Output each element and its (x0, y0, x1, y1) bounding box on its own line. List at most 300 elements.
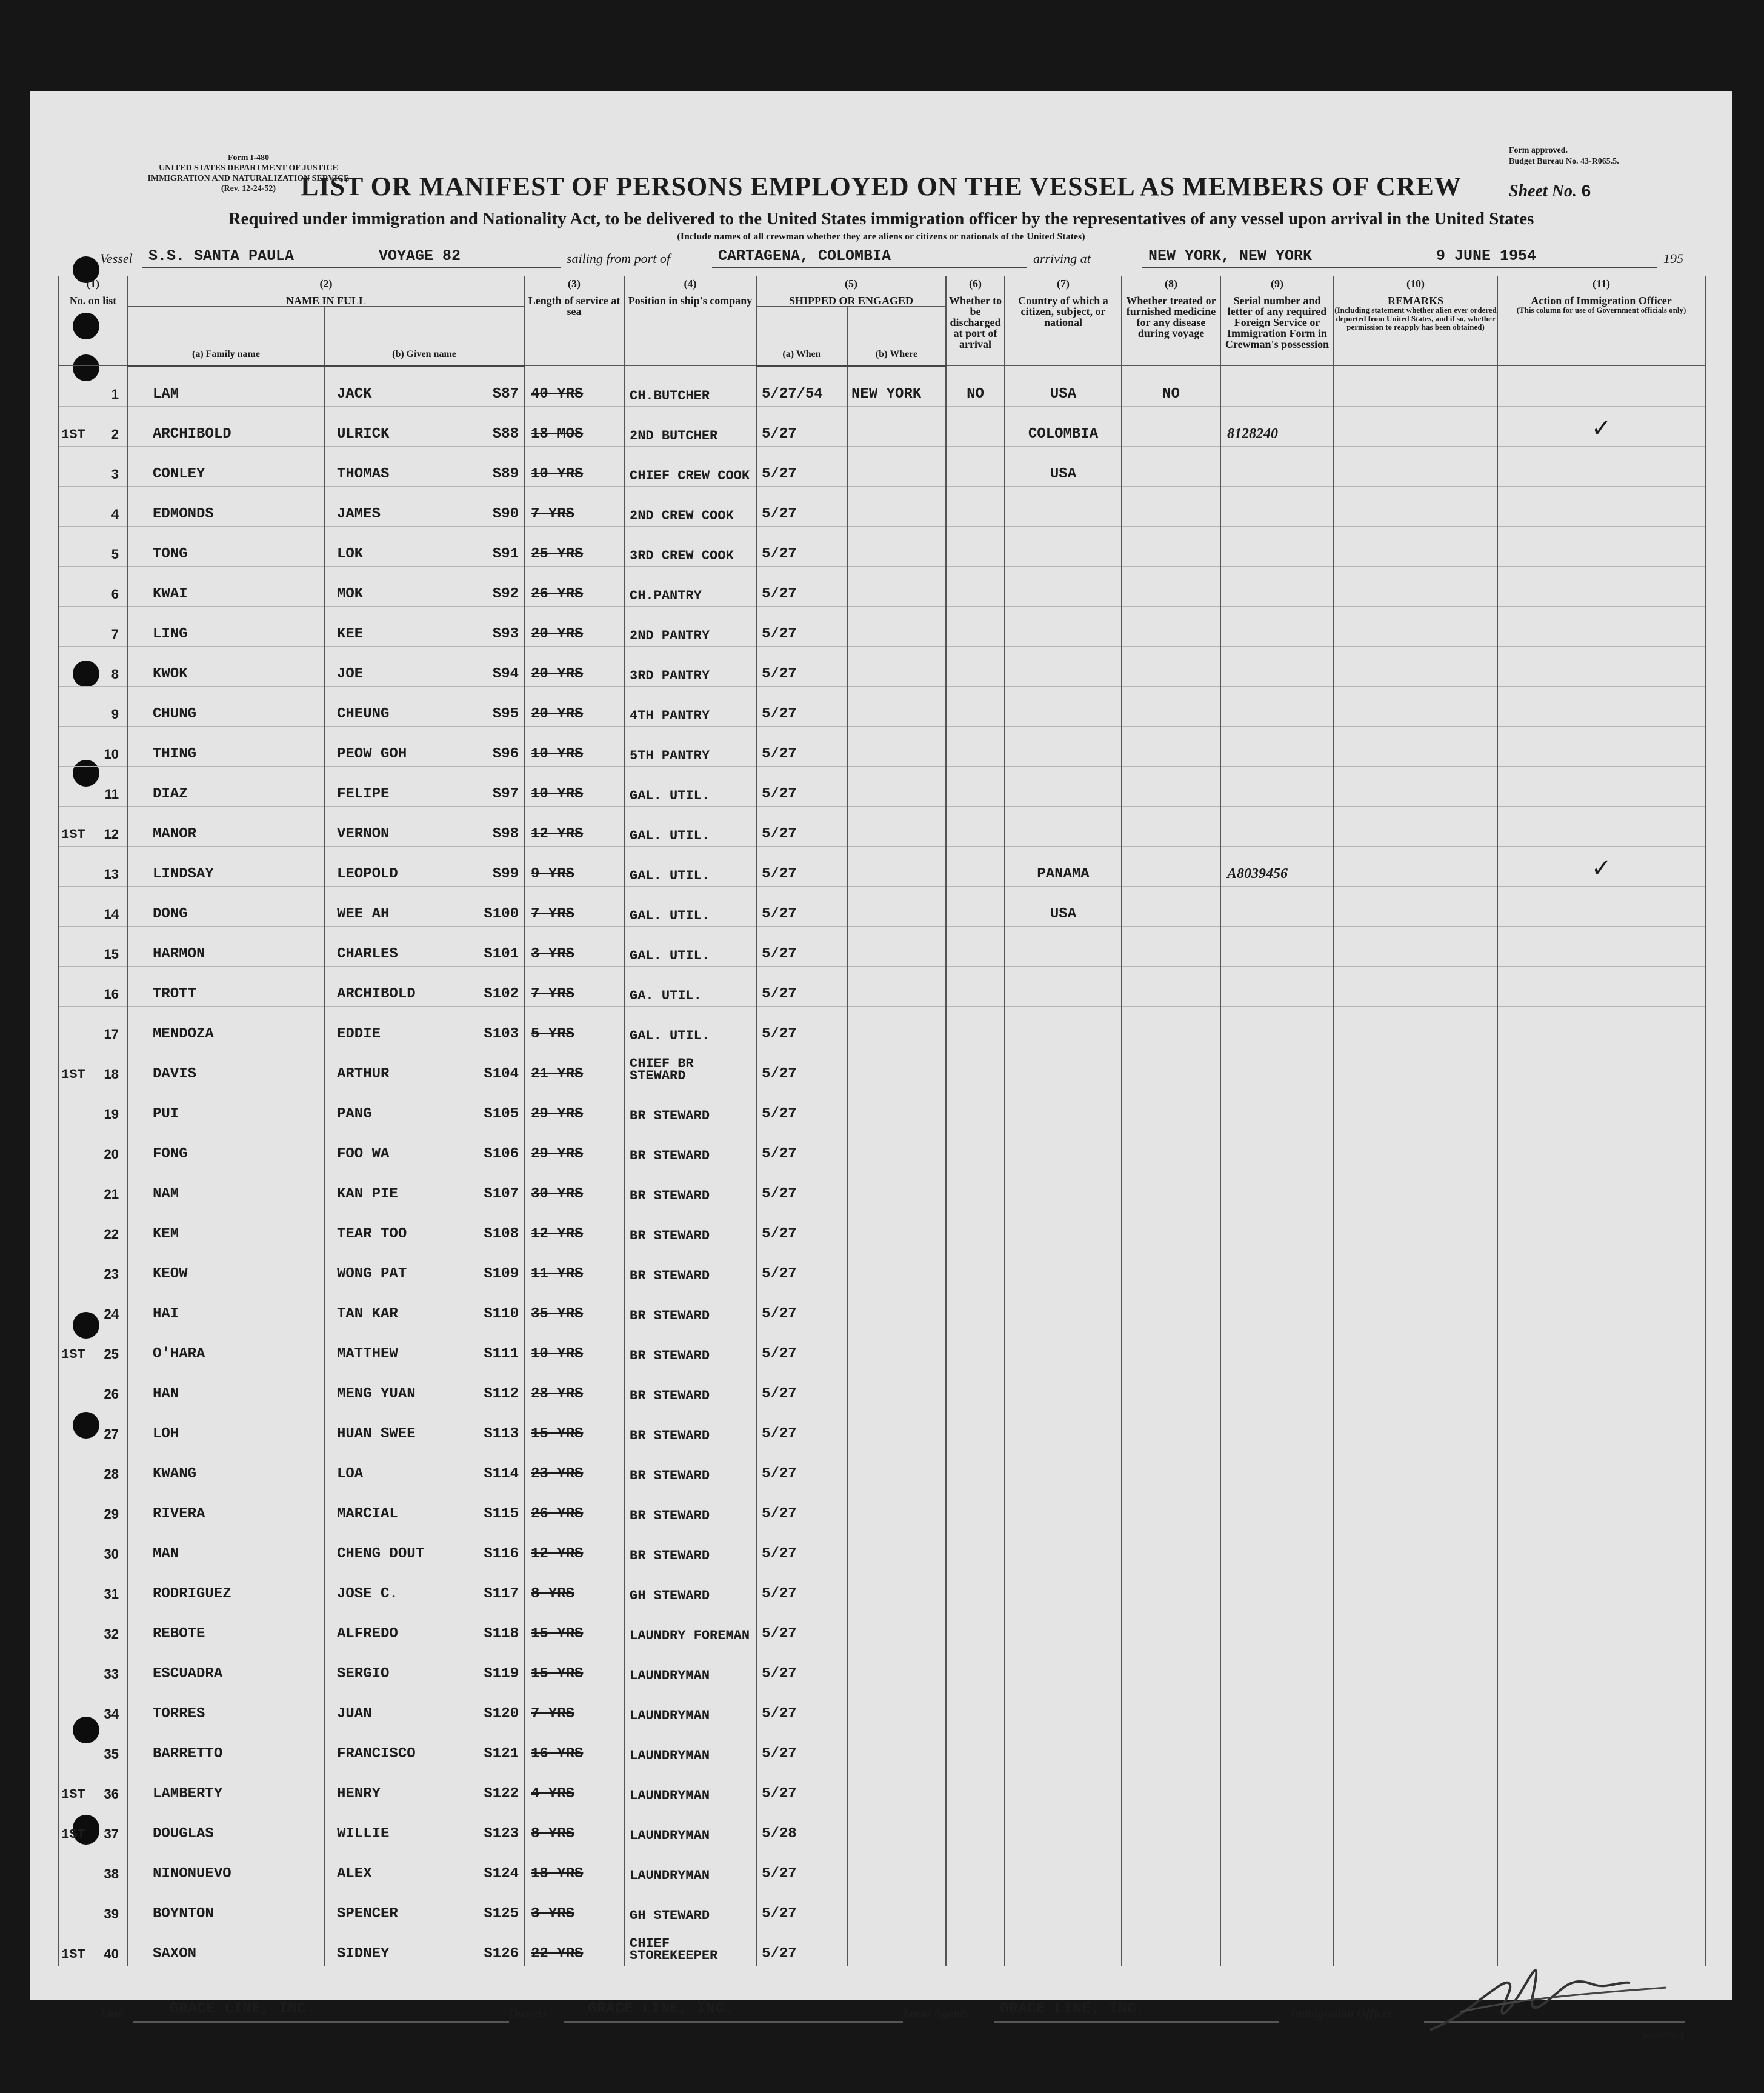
medicine-cell (1122, 1806, 1220, 1846)
row-number-cell (58, 447, 128, 487)
country-cell: USA (1005, 366, 1122, 407)
shipped-where-cell (847, 807, 946, 847)
table-row (58, 887, 1705, 927)
first-trip-mark: 1ST (61, 1787, 85, 1802)
position-cell: GH STEWARD (624, 1566, 756, 1606)
length-value: 10 YRS (531, 1346, 584, 1362)
row-number: 15 (104, 947, 119, 962)
serial-number-cell (1220, 1846, 1334, 1886)
col-shipped (756, 276, 946, 307)
crew-code: S93 (492, 626, 519, 642)
owners-label: Owners (509, 2007, 548, 2020)
table-row (58, 1886, 1705, 1926)
page-title: LIST OR MANIFEST OF PERSONS EMPLOYED ON THE VESSEL AS MEMBERS OF CREW (301, 171, 1462, 201)
discharged-cell (946, 727, 1005, 767)
row-number: 8 (111, 667, 119, 682)
position-cell: BR STEWARD (624, 1166, 756, 1206)
col-name (128, 276, 524, 307)
row-number: 17 (104, 1027, 119, 1042)
action-mark-cell (1497, 1566, 1705, 1606)
action-mark-cell (1497, 567, 1705, 607)
given-name: KAN PIE (337, 1186, 398, 1202)
given-name: TAN KAR (337, 1306, 398, 1322)
table-row (58, 1406, 1705, 1446)
table-row (58, 1086, 1705, 1126)
discharged-cell (946, 487, 1005, 527)
length-value: 20 YRS (531, 666, 584, 682)
arrival-date: 9 JUNE 1954 (1436, 247, 1537, 265)
col-number: (6) (969, 278, 982, 290)
table-row (58, 647, 1705, 687)
family-name-cell: HAN (128, 1366, 324, 1406)
shipped-when-cell: 5/27 (756, 847, 847, 887)
row-number-cell (58, 1726, 128, 1766)
position-cell: BR STEWARD (624, 1406, 756, 1446)
medicine-cell (1122, 447, 1220, 487)
length-of-service-cell (524, 727, 624, 767)
row-number-cell (58, 1926, 128, 1966)
length-of-service-cell (524, 1366, 624, 1406)
length-value: 25 YRS (531, 546, 584, 562)
medicine-cell (1122, 567, 1220, 607)
action-mark-cell: ✓ (1497, 407, 1705, 447)
col-number: (9) (1271, 278, 1284, 290)
col-country (1005, 276, 1122, 366)
length-value: 3 YRS (531, 946, 575, 962)
budget-number: Budget Bureau No. 43-R065.5. (1509, 157, 1619, 166)
crew-code: S98 (492, 826, 519, 842)
length-of-service-cell (524, 1526, 624, 1566)
col-number: (7) (1057, 278, 1070, 290)
first-trip-mark: 1ST (61, 1067, 85, 1082)
shipped-where-cell (847, 1846, 946, 1886)
length-of-service-cell (524, 887, 624, 927)
table-row (58, 687, 1705, 727)
family-name-cell: BARRETTO (128, 1726, 324, 1766)
action-mark-cell (1497, 1007, 1705, 1046)
shipped-where-cell (847, 1206, 946, 1246)
country-cell (1005, 1007, 1122, 1046)
row-number-cell (58, 1326, 128, 1366)
given-name: PEOW GOH (337, 746, 407, 762)
given-name-cell (324, 1726, 524, 1766)
length-of-service-cell (524, 1007, 624, 1046)
length-value: 7 YRS (531, 1706, 575, 1722)
shipped-when-cell: 5/27 (756, 1366, 847, 1406)
length-of-service-cell (524, 1926, 624, 1966)
col-action (1497, 276, 1705, 366)
given-name: ALFREDO (337, 1626, 398, 1642)
col-number: (10) (1406, 278, 1425, 290)
discharged-cell (946, 1126, 1005, 1166)
discharged-cell (946, 1766, 1005, 1806)
family-name-cell: CHUNG (128, 687, 324, 727)
shipped-when-cell: 5/27 (756, 1926, 847, 1966)
given-name: MATTHEW (337, 1346, 398, 1362)
crew-code: S96 (492, 746, 519, 762)
col-label: Length of service at sea (528, 294, 621, 318)
row-number-cell (58, 967, 128, 1007)
given-name: FOO WA (337, 1146, 390, 1162)
row-number-cell (58, 807, 128, 847)
length-value: 12 YRS (531, 826, 584, 842)
serial-number-cell (1220, 1926, 1334, 1966)
position-cell: BR STEWARD (624, 1326, 756, 1366)
crew-code: S126 (484, 1946, 519, 1962)
family-name-cell: O'HARA (128, 1326, 324, 1366)
shipped-when-cell: 5/27 (756, 1246, 847, 1286)
service-name: IMMIGRATION AND NATURALIZATION SERVICE (147, 174, 350, 183)
row-number-cell (58, 767, 128, 807)
sailing-port: CARTAGENA, COLOMBIA (718, 247, 891, 265)
length-value: 30 YRS (531, 1186, 584, 1202)
crew-code: S89 (492, 466, 519, 482)
row-number: 18 (104, 1066, 119, 1082)
shipped-when-cell: 5/27 (756, 807, 847, 847)
serial-number-cell (1220, 487, 1334, 527)
discharged-cell (946, 1846, 1005, 1886)
country-cell (1005, 1766, 1122, 1806)
table-row (58, 1206, 1705, 1246)
discharged-cell (946, 607, 1005, 647)
length-value: 5 YRS (531, 1026, 575, 1042)
row-number: 2 (111, 427, 119, 442)
discharged-cell: NO (946, 366, 1005, 407)
serial-number-cell (1220, 1086, 1334, 1126)
table-row (58, 1366, 1705, 1406)
remarks-cell (1334, 1526, 1497, 1566)
shipped-where-cell (847, 1606, 946, 1646)
shipped-when-cell: 5/27 (756, 1606, 847, 1646)
country-cell: COLOMBIA (1005, 407, 1122, 447)
remarks-cell (1334, 1446, 1497, 1486)
length-of-service-cell (524, 1246, 624, 1286)
given-name: CHEUNG (337, 706, 390, 722)
shipped-when-cell: 5/27 (756, 1046, 847, 1086)
discharged-cell (946, 1686, 1005, 1726)
length-of-service-cell (524, 1766, 624, 1806)
length-value: 22 YRS (531, 1946, 584, 1962)
col-label: REMARKS (1388, 294, 1444, 307)
medicine-cell (1122, 1126, 1220, 1166)
length-of-service-cell (524, 847, 624, 887)
country-cell (1005, 1846, 1122, 1886)
given-name: ALEX (337, 1866, 372, 1882)
table-row (58, 1246, 1705, 1286)
row-number-cell (58, 1166, 128, 1206)
given-name: MARCIAL (337, 1506, 398, 1522)
serial-number-cell (1220, 1686, 1334, 1726)
position-cell: BR STEWARD (624, 1286, 756, 1326)
medicine-cell (1122, 967, 1220, 1007)
row-number: 33 (104, 1666, 119, 1682)
discharged-cell (946, 927, 1005, 967)
medicine-cell (1122, 1007, 1220, 1046)
family-name-cell: FONG (128, 1126, 324, 1166)
row-number: 40 (104, 1946, 119, 1962)
given-name: SERGIO (337, 1666, 390, 1682)
shipped-when-cell: 5/27 (756, 887, 847, 927)
remarks-cell (1334, 1007, 1497, 1046)
row-number: 31 (104, 1586, 119, 1602)
voyage-number: VOYAGE 82 (379, 247, 461, 265)
crew-code: S114 (484, 1466, 519, 1482)
discharged-cell (946, 1166, 1005, 1206)
length-value: 4 YRS (531, 1786, 575, 1802)
owners-value: GRACE LINE, INC. (588, 2000, 734, 2017)
length-value: 15 YRS (531, 1666, 584, 1682)
given-name-cell (324, 847, 524, 887)
officer-signature (1424, 1945, 1679, 2036)
given-name-cell (324, 807, 524, 847)
family-name-cell: SAXON (128, 1926, 324, 1966)
country-cell (1005, 487, 1122, 527)
agents-value: GRACE LINE, INC. (1000, 2000, 1146, 2017)
position-cell: 3RD PANTRY (624, 647, 756, 687)
country-cell (1005, 1566, 1122, 1606)
remarks-cell (1334, 1566, 1497, 1606)
crew-code: S92 (492, 586, 519, 602)
given-name-cell (324, 1606, 524, 1646)
length-of-service-cell (524, 927, 624, 967)
table-row (58, 1846, 1705, 1886)
family-name-cell: KEOW (128, 1246, 324, 1286)
remarks-cell (1334, 407, 1497, 447)
given-name-cell (324, 1406, 524, 1446)
crew-code: S99 (492, 866, 519, 882)
row-number-cell (58, 647, 128, 687)
discharged-cell (946, 1606, 1005, 1646)
medicine-cell (1122, 847, 1220, 887)
position-cell: CHIEF BR STEWARD (624, 1046, 756, 1086)
given-name-cell (324, 1486, 524, 1526)
length-of-service-cell (524, 1566, 624, 1606)
given-name-cell (324, 447, 524, 487)
shipped-where-cell (847, 567, 946, 607)
shipped-when-cell: 5/27 (756, 1206, 847, 1246)
table-row (58, 1606, 1705, 1646)
row-number-cell (58, 1007, 128, 1046)
serial-number-cell: A8039456 (1220, 847, 1334, 887)
serial-number-cell (1220, 366, 1334, 407)
row-number-cell (58, 567, 128, 607)
table-row (58, 366, 1705, 407)
medicine-cell (1122, 1086, 1220, 1126)
row-number-cell (58, 1486, 128, 1526)
medicine-cell (1122, 1926, 1220, 1966)
row-number-cell (58, 1446, 128, 1486)
shipped-when-cell: 5/27 (756, 567, 847, 607)
position-cell: GAL. UTIL. (624, 1007, 756, 1046)
given-name: ULRICK (337, 426, 390, 442)
given-name-cell (324, 1526, 524, 1566)
row-number-cell (58, 1886, 128, 1926)
action-mark-cell (1497, 1446, 1705, 1486)
serial-number-cell (1220, 1646, 1334, 1686)
row-number-cell (58, 1246, 128, 1286)
length-value: 12 YRS (531, 1546, 584, 1562)
row-number: 9 (111, 707, 119, 722)
crew-code: S115 (484, 1506, 519, 1522)
table-row (58, 1806, 1705, 1846)
table-row (58, 727, 1705, 767)
position-cell: BR STEWARD (624, 1206, 756, 1246)
action-mark-cell (1497, 1086, 1705, 1126)
shipped-where-cell (847, 687, 946, 727)
given-name-cell (324, 527, 524, 567)
discharged-cell (946, 967, 1005, 1007)
length-value: 20 YRS (531, 706, 584, 722)
country-cell (1005, 1206, 1122, 1246)
action-mark-cell (1497, 366, 1705, 407)
length-value: 20 YRS (531, 626, 584, 642)
col-label: Action of Immigration Officer (1531, 294, 1672, 307)
crew-code: S120 (484, 1706, 519, 1722)
col-where: (b) Where (847, 307, 946, 366)
row-number-cell (58, 1126, 128, 1166)
position-cell: LAUNDRYMAN (624, 1726, 756, 1766)
shipped-when-cell: 5/27 (756, 1406, 847, 1446)
col-label: NAME IN FULL (286, 294, 367, 307)
remarks-cell (1334, 1286, 1497, 1326)
country-cell (1005, 1806, 1122, 1846)
length-value: 15 YRS (531, 1426, 584, 1442)
table-row (58, 967, 1705, 1007)
given-name: LOA (337, 1466, 364, 1482)
given-name: LEOPOLD (337, 866, 398, 882)
shipped-where-cell (847, 1686, 946, 1726)
length-of-service-cell (524, 647, 624, 687)
crew-code: S95 (492, 706, 519, 722)
row-number-cell (58, 1366, 128, 1406)
crew-code: S104 (484, 1066, 519, 1082)
remarks-cell (1334, 1606, 1497, 1646)
country-cell (1005, 1446, 1122, 1486)
remarks-cell (1334, 1646, 1497, 1686)
col-remarks (1334, 276, 1497, 366)
sheet-number-label: Sheet No. (1509, 182, 1577, 201)
row-number: 29 (104, 1506, 119, 1522)
position-cell: 2ND CREW COOK (624, 487, 756, 527)
remarks-cell (1334, 567, 1497, 607)
discharged-cell (946, 1086, 1005, 1126)
row-number-cell (58, 407, 128, 447)
shipped-where-cell (847, 1806, 946, 1846)
family-name-cell: CONLEY (128, 447, 324, 487)
discharged-cell (946, 1206, 1005, 1246)
given-name-cell (324, 1286, 524, 1326)
family-name-cell: DONG (128, 887, 324, 927)
remarks-cell (1334, 1246, 1497, 1286)
medicine-cell (1122, 767, 1220, 807)
discharged-cell (946, 1886, 1005, 1926)
given-name: EDDIE (337, 1026, 381, 1042)
row-number: 25 (104, 1346, 119, 1362)
col-number: (2) (319, 278, 333, 290)
shipped-when-cell: 5/27 (756, 1566, 847, 1606)
given-name: WONG PAT (337, 1266, 407, 1282)
position-cell: BR STEWARD (624, 1086, 756, 1126)
shipped-when-cell: 5/27 (756, 767, 847, 807)
medicine-cell (1122, 807, 1220, 847)
medicine-cell: NO (1122, 366, 1220, 407)
crew-code: S116 (484, 1546, 519, 1562)
action-mark-cell: ✓ (1497, 847, 1705, 887)
medicine-cell (1122, 1886, 1220, 1926)
table-row (58, 1486, 1705, 1526)
row-number-cell (58, 1566, 128, 1606)
serial-number-cell (1220, 1886, 1334, 1926)
given-name: CHENG DOUT (337, 1546, 425, 1562)
sheet-number-value: 6 (1581, 183, 1591, 202)
row-number: 38 (104, 1866, 119, 1882)
serial-number-cell (1220, 1446, 1334, 1486)
position-cell: GAL. UTIL. (624, 927, 756, 967)
arriving-port: NEW YORK, NEW YORK (1148, 247, 1313, 265)
position-cell: 3RD CREW COOK (624, 527, 756, 567)
manifest-sheet (30, 91, 1732, 2040)
given-name: MENG YUAN (337, 1386, 416, 1402)
length-value: 29 YRS (531, 1146, 584, 1162)
row-number: 35 (104, 1746, 119, 1762)
row-number-cell (58, 1846, 128, 1886)
remarks-cell (1334, 887, 1497, 927)
medicine-cell (1122, 727, 1220, 767)
discharged-cell (946, 847, 1005, 887)
medicine-cell (1122, 1206, 1220, 1246)
remarks-cell (1334, 967, 1497, 1007)
given-name: THOMAS (337, 466, 390, 482)
shipped-where-cell (847, 1286, 946, 1326)
country-cell (1005, 1526, 1122, 1566)
sailing-label: sailing from port of (567, 251, 670, 266)
col-label: SHIPPED OR ENGAGED (789, 294, 914, 307)
length-of-service-cell (524, 1486, 624, 1526)
col-label: No. on list (69, 294, 117, 307)
given-name-cell (324, 1766, 524, 1806)
crew-code: S94 (492, 666, 519, 682)
col-number: (8) (1165, 278, 1178, 290)
position-cell: GAL. UTIL. (624, 807, 756, 847)
discharged-cell (946, 1366, 1005, 1406)
shipped-when-cell: 5/27 (756, 1846, 847, 1886)
country-cell (1005, 1926, 1122, 1966)
action-mark-cell (1497, 1366, 1705, 1406)
first-trip-mark: 1ST (61, 1827, 85, 1842)
country-cell: USA (1005, 887, 1122, 927)
given-name: VERNON (337, 826, 390, 842)
length-value: 3 YRS (531, 1906, 575, 1922)
shipped-where-cell (847, 887, 946, 927)
remarks-cell (1334, 1806, 1497, 1846)
length-of-service-cell (524, 1046, 624, 1086)
action-mark-cell (1497, 1806, 1705, 1846)
remarks-cell (1334, 366, 1497, 407)
given-name: CHARLES (337, 946, 398, 962)
position-cell: 2ND PANTRY (624, 607, 756, 647)
country-cell: PANAMA (1005, 847, 1122, 887)
action-mark-cell (1497, 1886, 1705, 1926)
medicine-cell (1122, 687, 1220, 727)
shipped-when-cell: 5/27 (756, 967, 847, 1007)
first-trip-mark: 1ST (61, 427, 85, 442)
shipped-where-cell (847, 447, 946, 487)
table-row (58, 1007, 1705, 1046)
given-name-cell (324, 1926, 524, 1966)
given-name: JACK (337, 386, 372, 402)
row-number: 26 (104, 1386, 119, 1402)
vessel-name: S.S. SANTA PAULA (148, 247, 295, 265)
